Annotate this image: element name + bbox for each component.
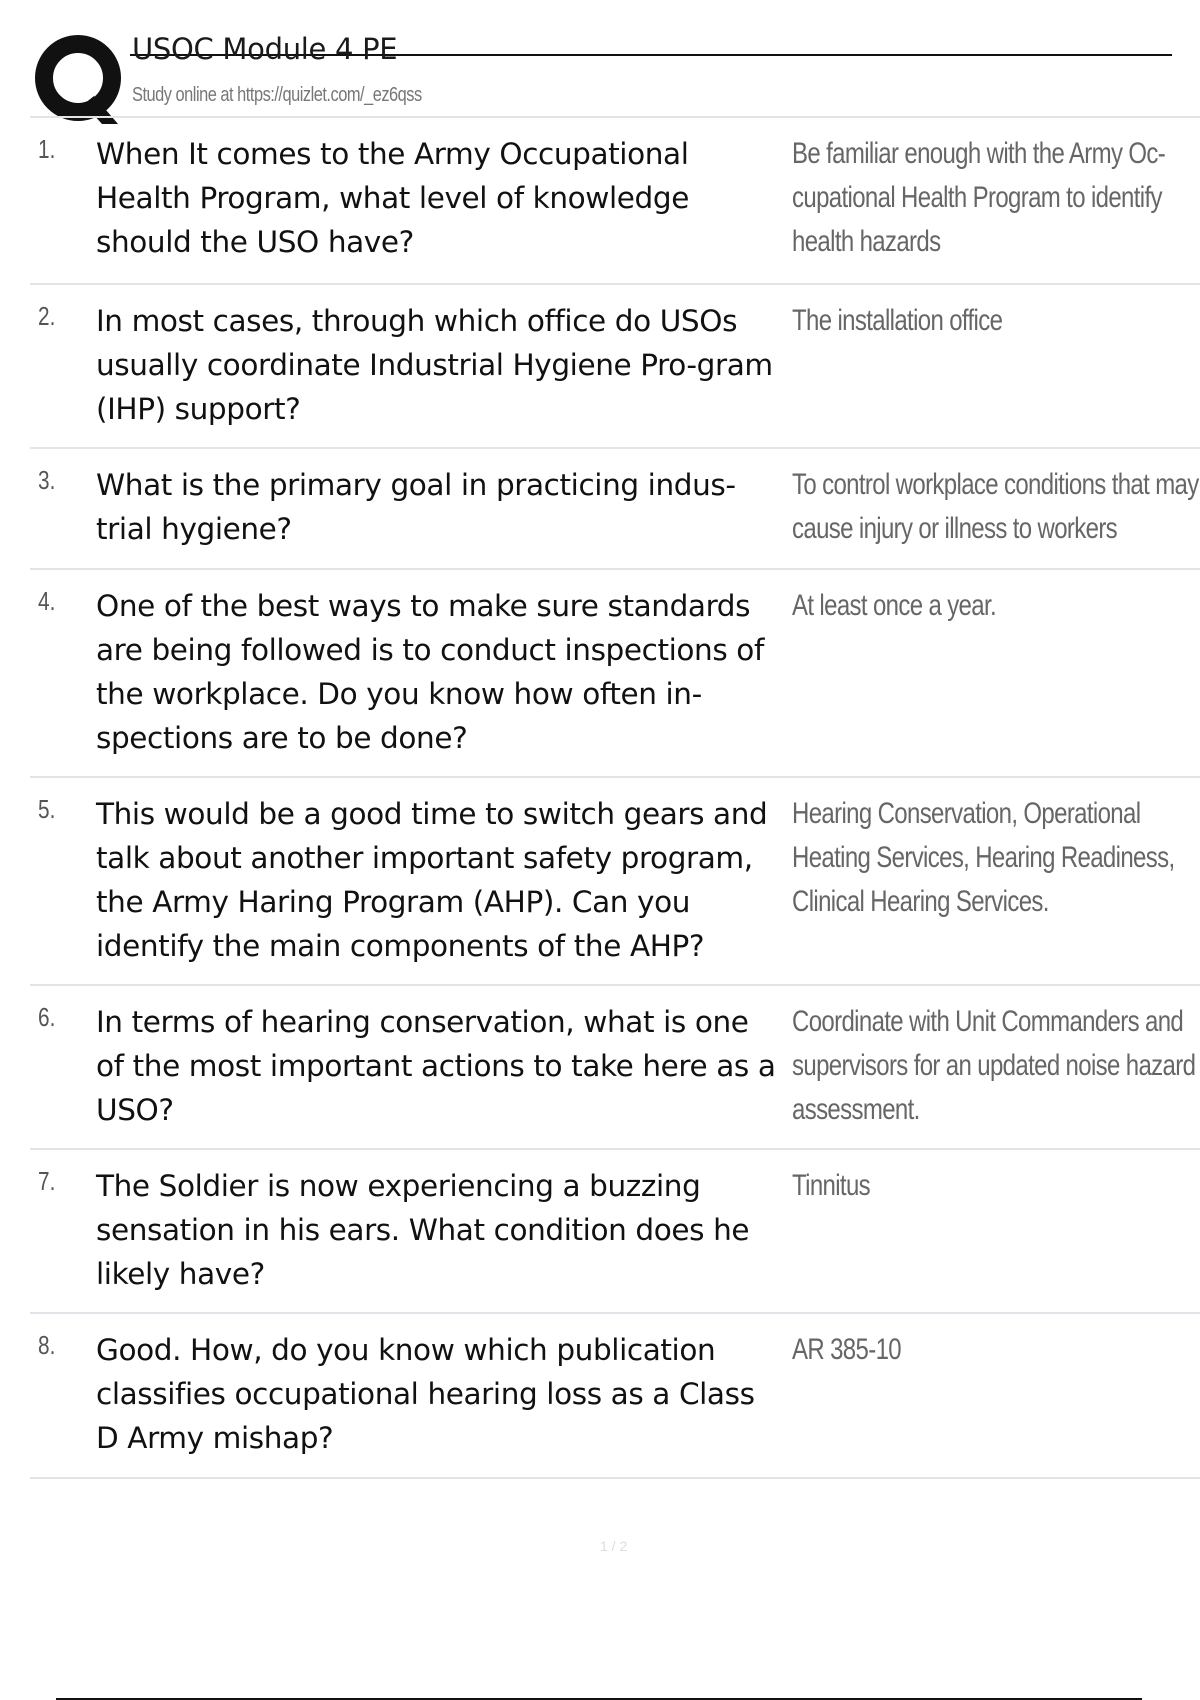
card-number: 7. xyxy=(38,1166,56,1196)
card-definition-text: Coordinate with Unit Commanders and supervisors for an updated noise hazard assessment. xyxy=(792,1005,1196,1126)
flashcard-row xyxy=(30,1150,1200,1314)
page-title: USOC Module 4 PE xyxy=(132,32,398,66)
flashcard-list xyxy=(30,118,1200,1479)
card-number: 1. xyxy=(38,134,56,164)
card-definition xyxy=(782,449,1200,568)
page-number: 1 / 2 xyxy=(600,1538,628,1554)
card-definition xyxy=(782,285,1200,447)
card-definition-text: AR 385-10 xyxy=(792,1333,901,1366)
flashcard-row xyxy=(30,986,1200,1150)
card-definition xyxy=(782,118,1200,283)
card-number: 8. xyxy=(38,1330,56,1360)
card-term: When It comes to the Army Occupational Health Program, what level of knowledge should the USO have? xyxy=(96,137,689,259)
card-term: The Soldier is now experiencing a buzzing sensation in his ears. What condition does he likely have? xyxy=(96,1169,750,1291)
card-definition-text: To control workplace conditions that may cause injury or illness to workers xyxy=(792,468,1199,545)
card-number: 3. xyxy=(38,465,56,495)
study-online-link[interactable]: Study online at https://quizlet.com/_ez6qss xyxy=(132,84,422,106)
flashcard-row xyxy=(30,778,1200,986)
card-definition-text: Hearing Conservation, Operational Heating Services, Hearing Readiness, Clinical Hearing Services. xyxy=(792,797,1175,918)
card-definition xyxy=(782,986,1200,1148)
card-definition xyxy=(782,1314,1200,1477)
document-header xyxy=(30,28,1150,112)
card-definition-text: Tinnitus xyxy=(792,1169,871,1202)
card-term: Good. How, do you know which publication classifies occupational hearing loss as a Class D Army mishap? xyxy=(96,1333,755,1455)
card-term: In terms of hearing conservation, what is one of the most important actions to take here as a USO? xyxy=(96,1005,776,1127)
card-definition-text: At least once a year. xyxy=(792,589,997,622)
card-definition xyxy=(782,778,1200,984)
card-term: One of the best ways to make sure standards are being followed is to conduct inspections of the workplace. Do you know how often in-spections are to be done? xyxy=(96,589,764,755)
card-definition-text: The installation office xyxy=(792,304,1003,337)
card-term: What is the primary goal in practicing indus-trial hygiene? xyxy=(96,468,736,546)
card-definition xyxy=(782,570,1200,776)
flashcard-row xyxy=(30,285,1200,449)
flashcard-row xyxy=(30,1314,1200,1479)
card-number: 2. xyxy=(38,301,56,331)
card-number: 4. xyxy=(38,586,56,616)
flashcard-row xyxy=(30,570,1200,778)
card-definition xyxy=(782,1150,1200,1312)
card-term: This would be a good time to switch gears and talk about another important safety program, the Army Haring Program (AHP). Can you identify the main components of the AHP? xyxy=(96,797,768,963)
card-term: In most cases, through which office do USOs usually coordinate Industrial Hygiene Pro-gram (IHP) support? xyxy=(96,304,773,426)
card-definition-text: Be familiar enough with the Army Oc-cupational Health Program to identify health hazards xyxy=(792,137,1166,258)
card-number: 6. xyxy=(38,1002,56,1032)
flashcard-row xyxy=(30,449,1200,570)
flashcard-row xyxy=(30,118,1200,285)
card-number: 5. xyxy=(38,794,56,824)
